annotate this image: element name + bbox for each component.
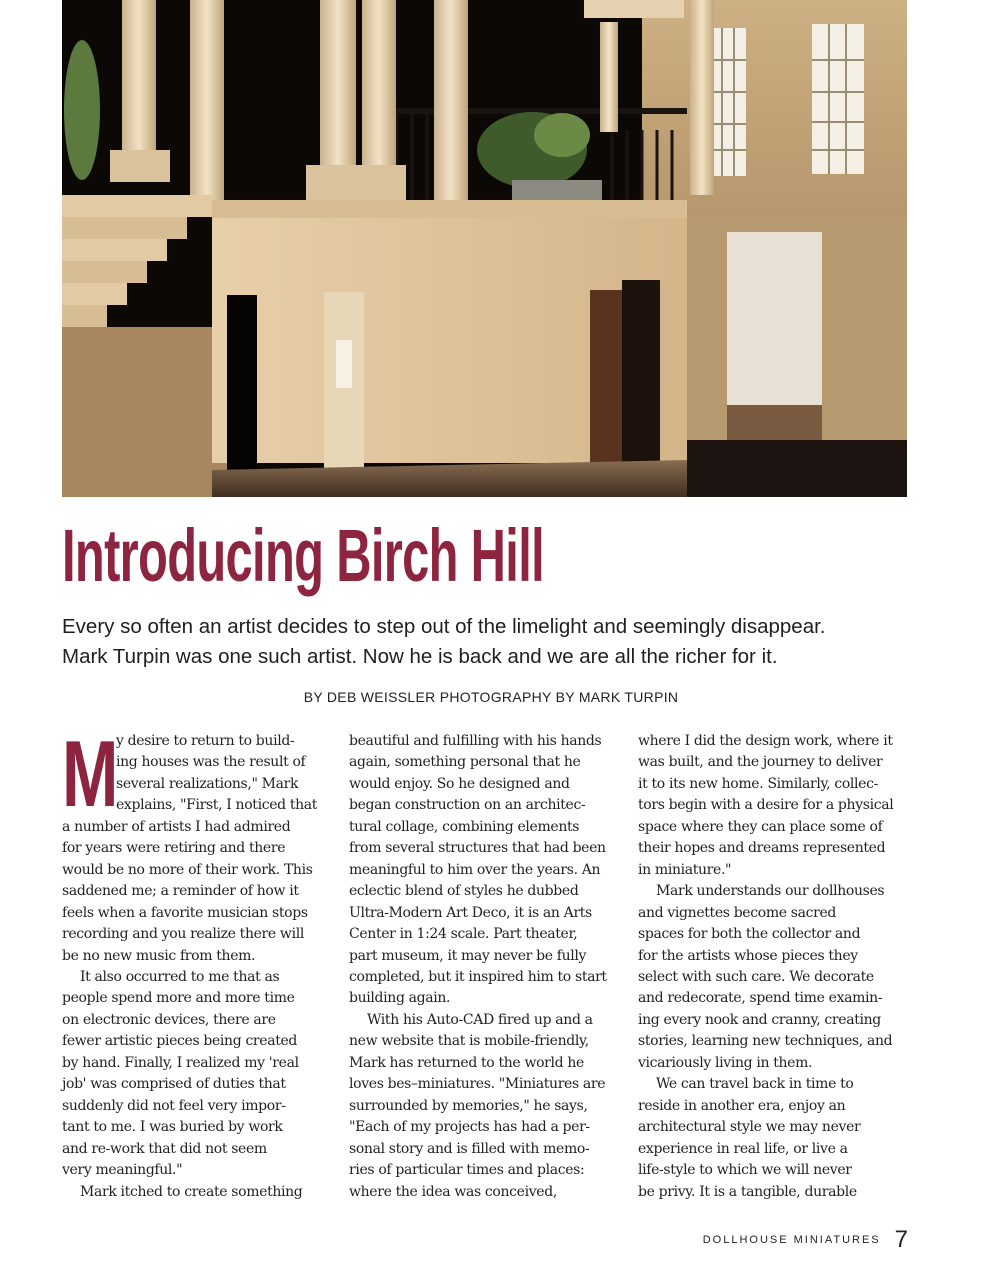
text-line: meaningful to him over the years. An [349, 861, 601, 878]
text-line: completed, but it inspired him to start [349, 968, 607, 985]
text-line: Mark has returned to the world he [349, 1054, 584, 1071]
text-line: We can travel back in time to [656, 1076, 854, 1093]
text-line: experience in real life, or live a [638, 1140, 848, 1157]
text-line: It also occurred to me that as [80, 968, 280, 985]
text-line: recording and you realize there will [62, 926, 304, 943]
text-line: several realizations," Mark [116, 775, 299, 792]
text-line: reside in another era, enjoy an [638, 1097, 846, 1114]
text-line: where the idea was conceived, [349, 1183, 557, 1200]
text-line: new website that is mobile-friendly, [349, 1033, 589, 1050]
text-line: life-style to which we will never [638, 1162, 852, 1179]
text-line: vicariously living in them. [638, 1054, 813, 1071]
text-line: sonal story and is filled with memo- [349, 1140, 590, 1157]
text-line: ing every nook and cranny, creating [638, 1011, 881, 1028]
page-footer [703, 1226, 908, 1254]
text-line: building again. [349, 990, 451, 1007]
text-line: Center in 1:24 scale. Part theater, [349, 926, 578, 943]
text-line: a number of artists I had admired [62, 818, 291, 835]
publication-name: DOLLHOUSE MINIATURES [702, 1234, 881, 1246]
text-line: again, something personal that he [349, 754, 581, 771]
article-byline: BY DEB WEISSLER PHOTOGRAPHY BY MARK TURPIN [303, 689, 679, 705]
text-line: select with such care. We decorate [638, 968, 874, 985]
text-line: surrounded by memories," he says, [349, 1097, 588, 1114]
text-line: explains, "First, I noticed that [116, 797, 318, 814]
text-line: fewer artistic pieces being created [62, 1033, 298, 1050]
text-line: and re-work that did not seem [62, 1140, 267, 1157]
column-2 [349, 731, 617, 1203]
dollhouse-photo-illustration [62, 0, 907, 497]
text-line: space where they can place some of [638, 818, 883, 835]
text-line: ries of particular times and places: [349, 1162, 585, 1179]
text-line: stories, learning new techniques, and [638, 1033, 893, 1050]
text-line: Mark itched to create something [80, 1183, 303, 1200]
text-line: for the artists whose pieces they [638, 947, 858, 964]
text-line: feels when a favorite musician stops [62, 904, 308, 921]
text-line: y desire to return to build- [116, 733, 295, 749]
text-line: in miniature." [638, 861, 732, 878]
text-line: and redecorate, spend time examin- [638, 990, 883, 1007]
text-line: people spend more and more time [62, 990, 295, 1007]
text-line: very meaningful." [62, 1162, 183, 1179]
text-line: on electronic devices, there are [62, 1011, 276, 1028]
text-line: job' was comprised of duties that [62, 1076, 286, 1093]
text-line: part museum, it may never be fully [349, 947, 587, 964]
text-line: be no new music from them. [62, 947, 256, 964]
column-3 [638, 731, 906, 1203]
text-line: from several structures that had been [349, 840, 606, 857]
text-line: would enjoy. So he designed and [349, 775, 570, 792]
text-line: tors begin with a desire for a physical [638, 797, 894, 814]
text-line: it to its new home. Similarly, collec- [638, 775, 878, 792]
article-dek [62, 612, 922, 672]
hero-photo [62, 0, 907, 497]
text-line: began construction on an architec- [349, 797, 586, 814]
text-line: Mark understands our dollhouses [656, 883, 885, 900]
article-title: Introducing Birch Hill [62, 514, 545, 597]
text-line: their hopes and dreams represented [638, 840, 886, 857]
text-line: where I did the design work, where it [638, 733, 893, 749]
text-line: be privy. It is a tangible, durable [638, 1183, 857, 1200]
text-line: eclectic blend of styles he dubbed [349, 883, 579, 900]
text-line: tant to me. I was buried by work [62, 1119, 283, 1136]
text-line: loves bes–miniatures. "Miniatures are [349, 1076, 606, 1093]
text-line: architectural style we may never [638, 1119, 861, 1136]
text-line: was built, and the journey to deliver [638, 754, 883, 771]
text-line: suddenly did not feel very impor- [62, 1097, 286, 1114]
text-line: Ultra-Modern Art Deco, it is an Arts [349, 904, 592, 921]
text-line: tural collage, combining elements [349, 818, 580, 835]
dek-line: Every so often an artist decides to step out of the limelight and seemingly disappear. [62, 615, 826, 638]
text-line: "Each of my projects has had a per- [349, 1119, 590, 1136]
dek-line: Mark Turpin was one such artist. Now he is back and we are all the richer for it. [62, 645, 778, 668]
text-line: With his Auto-CAD fired up and a [367, 1011, 593, 1028]
text-line: spaces for both the collector and [638, 926, 861, 943]
text-line: would be no more of their work. This [62, 861, 313, 878]
text-line: and vignettes become sacred [638, 904, 836, 921]
text-line: ing houses was the result of [116, 754, 306, 771]
column-1 [62, 721, 330, 1203]
text-line: beautiful and fulfilling with his hands [349, 733, 602, 749]
page-number: 7 [894, 1226, 908, 1253]
drop-cap: M [62, 721, 119, 826]
text-line: for years were retiring and there [62, 840, 286, 857]
text-line: by hand. Finally, I realized my 'real [62, 1054, 299, 1071]
text-line: saddened me; a reminder of how it [62, 883, 299, 900]
